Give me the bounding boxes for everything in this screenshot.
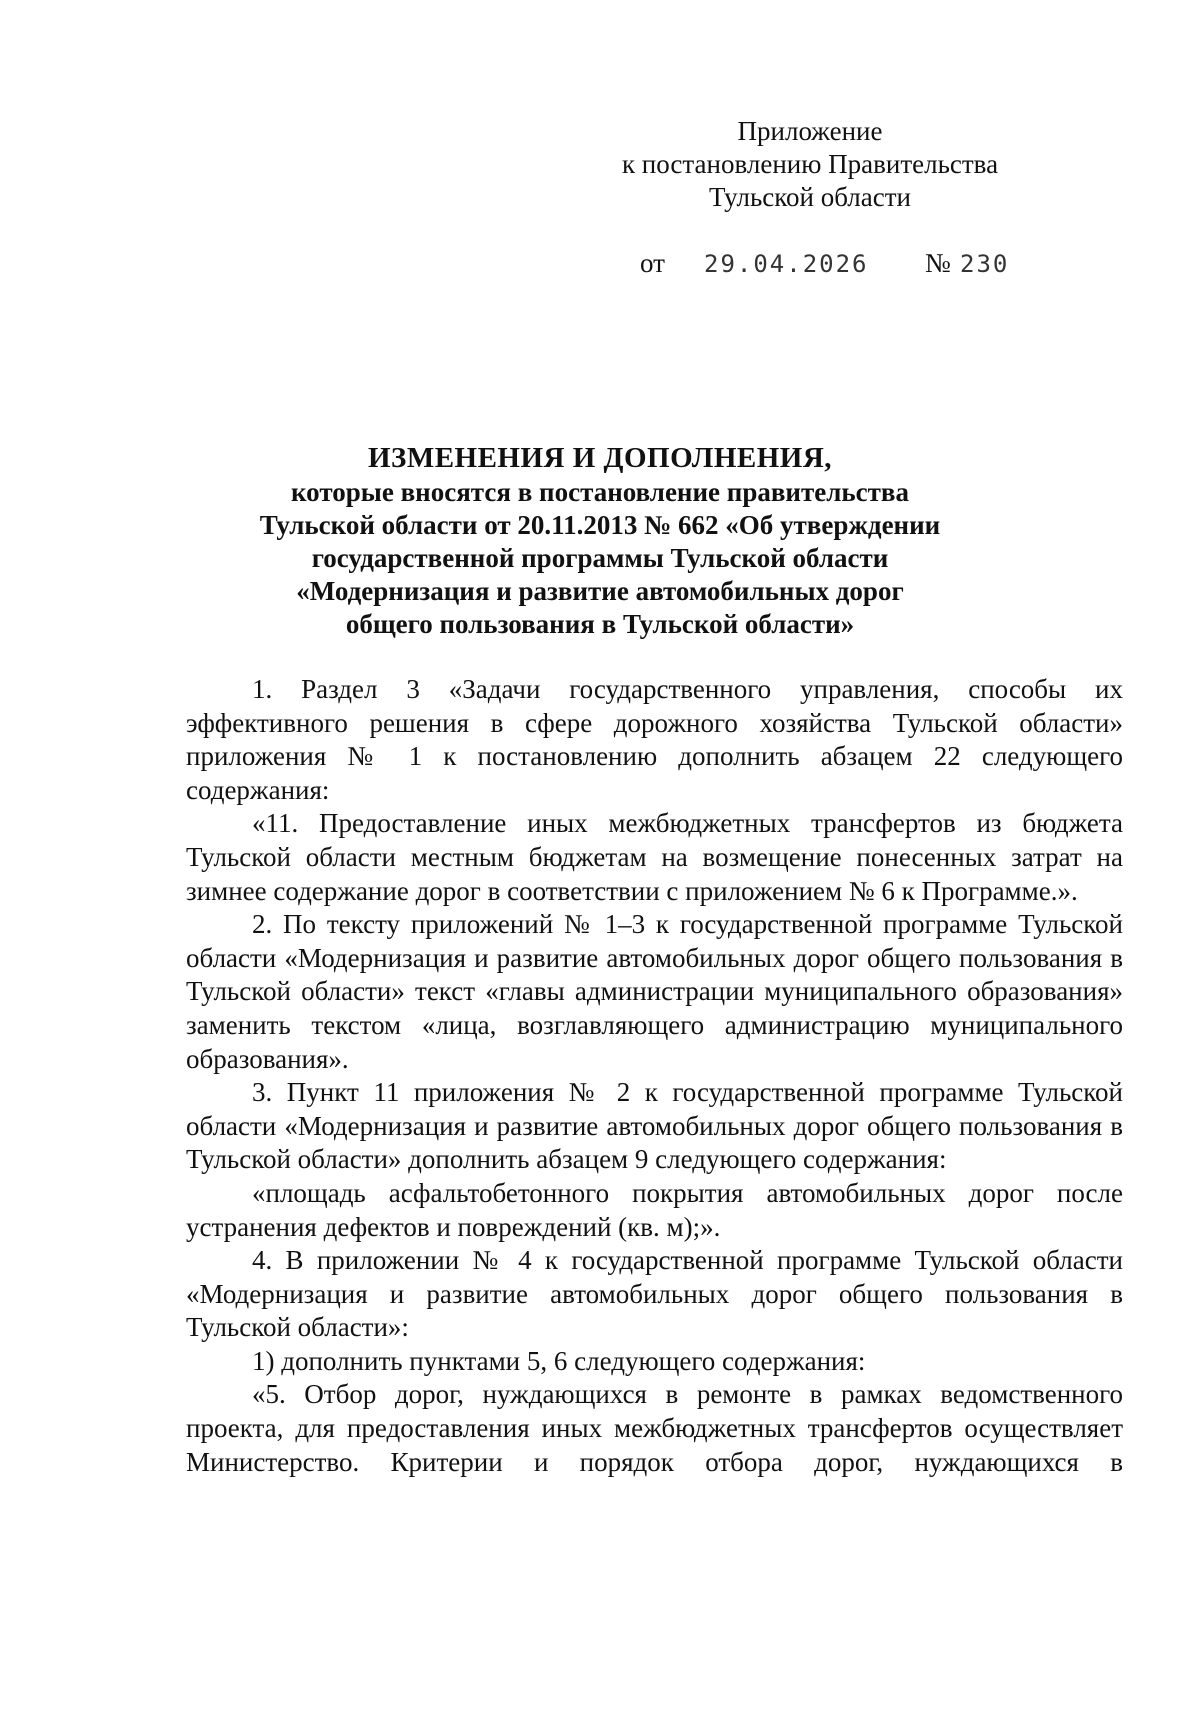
title-sub-line: Тульской области от 20.11.2013 № 662 «Об утверждении [259,510,941,540]
appendix-header [600,115,1020,214]
appendix-line-1: Приложение [737,116,883,146]
paragraph-4: 4. В приложении № 4 к государственной программе Тульской области «Модернизация и развитие автомобильных дорог общего пользования в Тульской области»: [186,1245,1123,1343]
date-label: от [640,248,665,278]
document-body [186,673,1123,1479]
title-sub-line: «Модернизация и развитие автомобильных дорог [296,576,904,606]
paragraph-2: 2. По тексту приложений № 1–3 к государственной программе Тульской области «Модернизация и развитие автомобильных дорог общего пользования в Тульской области» текст «главы администрации муниципального образования» заменить текстом «лица, возглавляющего администрацию муниципального образования». [186,909,1123,1074]
paragraph-quote-11: «11. Предоставление иных межбюджетных трансфертов из бюджета Тульской области местным бюджетам на возмещение понесенных затрат на зимнее содержание дорог в соответствии с приложением № 6 к Программе.». [186,808,1123,906]
paragraph-4-item-1: 1) дополнить пунктами 5, 6 следующего содержания: [252,1345,866,1376]
paragraph-quote-5: «5. Отбор дорог, нуждающихся в ремонте в рамках ведомственного проекта, для предоставления иных межбюджетных трансфертов осуществляет Министерство. Критерии и порядок отбора дорог, нуждающихся в [186,1379,1123,1477]
registration-row [640,248,1060,282]
registration-date: 29.04.2026 [704,250,869,278]
title-main: ИЗМЕНЕНИЯ И ДОПОЛНЕНИЯ, [367,442,833,474]
paragraph-3: 3. Пункт 11 приложения № 2 к государственной программе Тульской области «Модернизация и развитие автомобильных дорог общего пользования в Тульской области» дополнить абзацем 9 следующего содержания: [186,1077,1123,1175]
title-sub-line: которые вносятся в постановление правительства [290,477,909,507]
appendix-line-3: Тульской области [709,182,911,212]
title-sub-line: общего пользования в Тульской области» [345,609,855,639]
appendix-line-2: к постановлению Правительства [621,149,999,179]
title-sub-line: государственной программы Тульской области [311,543,889,573]
paragraph-1: 1. Раздел 3 «Задачи государственного управления, способы их эффективного решения в сфере дорожного хозяйства Тульской области» приложения № 1 к постановлению дополнить абзацем 22 следующего содержания: [186,674,1123,805]
paragraph-quote-area: «площадь асфальтобетонного покрытия автомобильных дорог после устранения дефектов и повреждений (кв. м);». [186,1177,1123,1242]
registration-number: 230 [960,250,1010,278]
number-label: № [925,248,951,278]
document-title [180,440,1020,641]
